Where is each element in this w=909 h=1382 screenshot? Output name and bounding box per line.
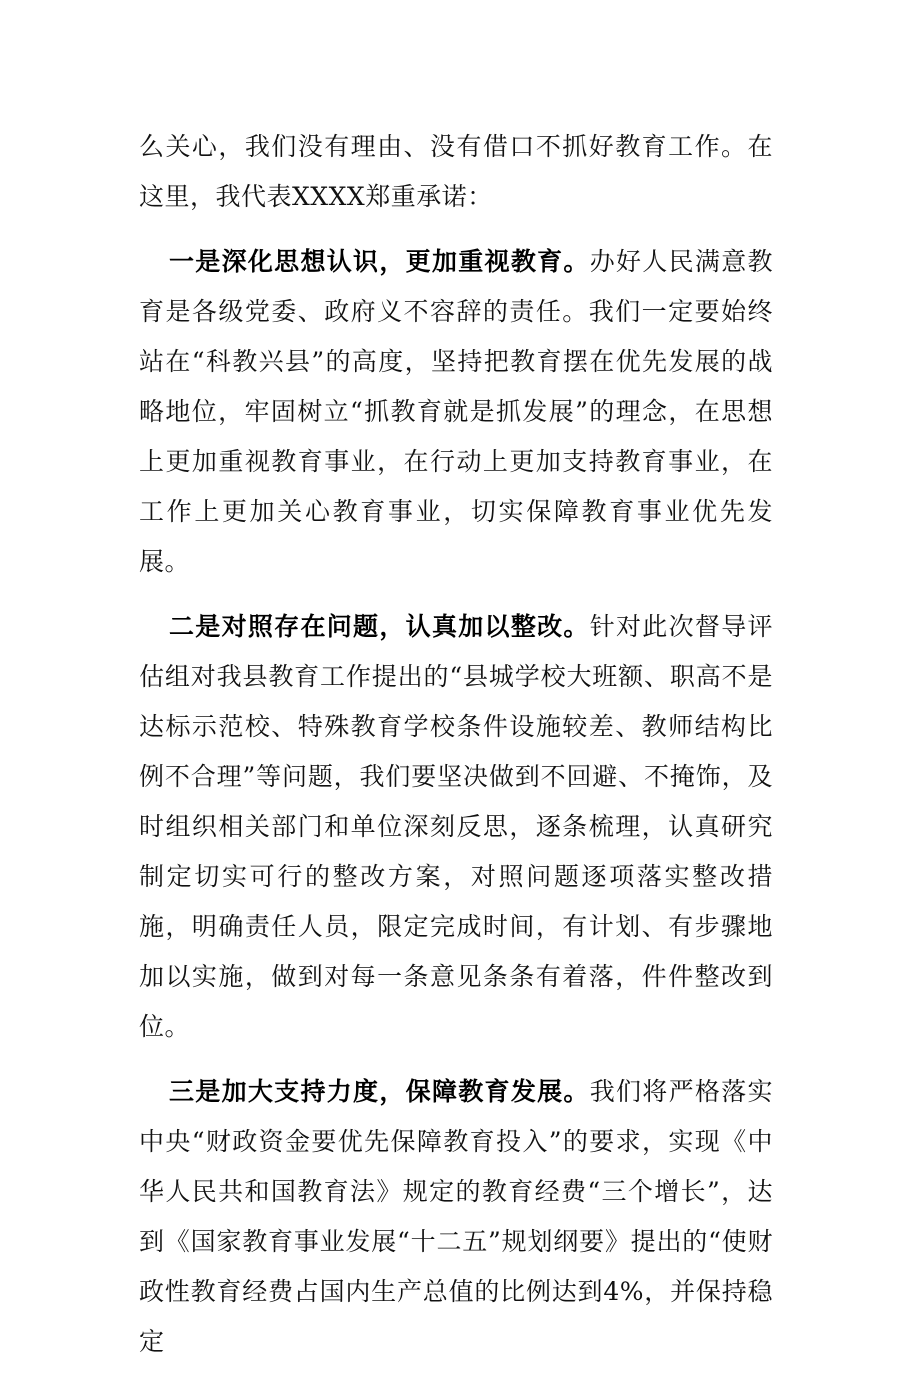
- paragraph-commitment-1: [139, 237, 773, 587]
- paragraph-heading: 一是深化思想认识，更加重视教育。: [169, 247, 590, 276]
- paragraph-heading: 二是对照存在问题，认真加以整改。: [169, 612, 590, 641]
- document-body: [139, 122, 773, 1382]
- paragraph-heading: 三是加大支持力度，保障教育发展。: [169, 1077, 590, 1106]
- paragraph-text: 针对此次督导评估组对我县教育工作提出的“县城学校大班额、职高不是达标示范校、特殊教育学校条件设施较差、教师结构比例不合理”等问题，我们要坚决做到不回避、不掩饰，及时组织相关部门和单位深刻反思，逐条梳理，认真研究制定切实可行的整改方案，对照问题逐项落实整改措施，明确责任人员，限定完成时间，有计划、有步骤地加以实施，做到对每一条意见条条有着落，件件整改到位。: [139, 612, 773, 1041]
- paragraph-commitment-2: [139, 602, 773, 1052]
- paragraph-text: 我们将严格落实中央“财政资金要优先保障教育投入”的要求，实现《中华人民共和国教育法》规定的教育经费“三个增长”，达到《国家教育事业发展“十二五”规划纲要》提出的“使财政性教育经费占国内生产总值的比例达到4%，并保持稳定: [139, 1077, 773, 1356]
- paragraph-text: 办好人民满意教育是各级党委、政府义不容辞的责任。我们一定要始终站在“科教兴县”的高度，坚持把教育摆在优先发展的战略地位，牢固树立“抓教育就是抓发展”的理念，在思想上更加重视教育事业，在行动上更加支持教育事业，在工作上更加关心教育事业，切实保障教育事业优先发展。: [139, 247, 773, 576]
- paragraph-text: 么关心，我们没有理由、没有借口不抓好教育工作。在这里，我代表XXXX郑重承诺：: [139, 132, 773, 211]
- paragraph-continuation: [139, 122, 773, 222]
- paragraph-commitment-3: [139, 1067, 773, 1367]
